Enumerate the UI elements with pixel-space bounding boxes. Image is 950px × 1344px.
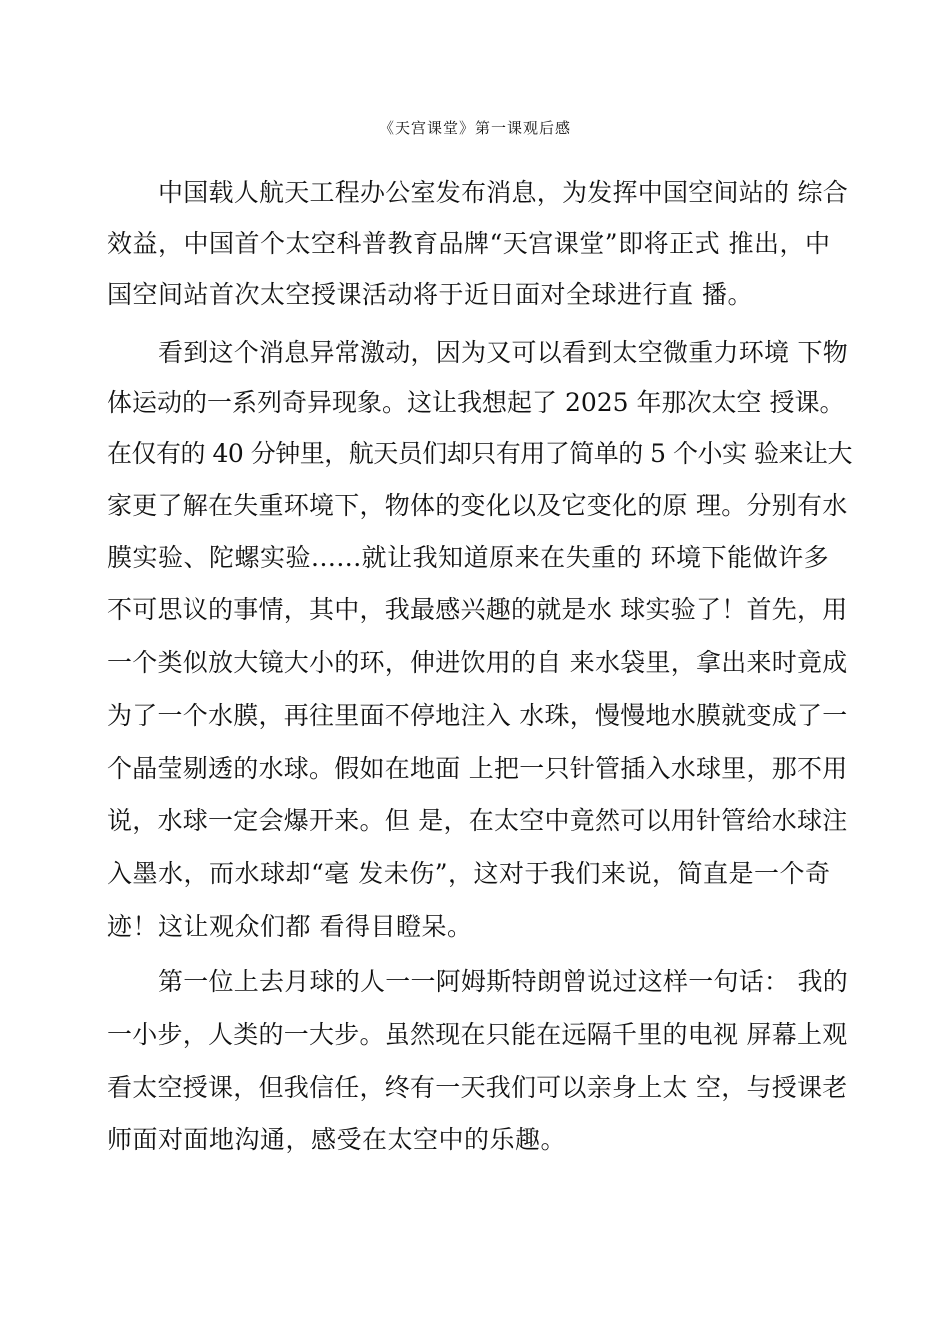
paragraph-line: 个晶莹剔透的水球。假如在地面 上把一只针管插入水球里，那不用: [107, 754, 848, 783]
paragraph-line: 效益，中国首个太空科普教育品牌“天宫课堂”即将正式 推出，中: [107, 229, 831, 258]
paragraph-line: 家更了解在失重环境下，物体的变化以及它变化的原 理。分别有水: [107, 491, 848, 520]
paragraph-line: 不可思议的事情，其中，我最感兴趣的就是水 球实验了！首先，用: [107, 595, 848, 624]
paragraph-line: 看到这个消息异常激动，因为又可以看到太空微重力环境 下物: [158, 338, 848, 367]
paragraph-line: 第一位上去月球的人一一阿姆斯特朗曾说过这样一句话： 我的: [158, 967, 848, 996]
paragraph-line: 说，水球一定会爆开来。但 是，在太空中竟然可以用针管给水球注: [107, 806, 848, 835]
document-title: 《天宫课堂》第一课观后感: [378, 119, 571, 137]
paragraph-line: 一小步，人类的一大步。虽然现在只能在远隔千里的电视 屏幕上观: [107, 1020, 848, 1049]
paragraph-line: 在仅有的 40 分钟里，航天员们却只有用了简单的 5 个小实 验来让大: [107, 439, 852, 468]
paragraph-line: 一个类似放大镜大小的环，伸进饮用的自 来水袋里，拿出来时竟成: [107, 648, 848, 677]
paragraph-line: 入墨水，而水球却“毫 发未伤”，这对于我们来说，简直是一个奇: [107, 859, 831, 888]
paragraph-line: 体运动的一系列奇异现象。这让我想起了 2025 年那次太空 授课。: [107, 388, 845, 417]
paragraph-line: 国空间站首次太空授课活动将于近日面对全球进行直 播。: [107, 280, 753, 309]
paragraph-line: 膜实验、陀螺实验......就让我知道原来在失重的 环境下能做许多: [107, 543, 830, 572]
paragraph-line: 中国载人航天工程办公室发布消息，为发挥中国空间站的 综合: [158, 178, 848, 207]
paragraph-line: 师面对面地沟通，感受在太空中的乐趣。: [107, 1125, 567, 1154]
paragraph-line: 迹！这让观众们都 看得目瞪呆。: [107, 912, 473, 941]
paragraph-line: 看太空授课，但我信任，终有一天我们可以亲身上太 空，与授课老: [107, 1073, 848, 1102]
paragraph-line: 为了一个水膜，再往里面不停地注入 水珠，慢慢地水膜就变成了一: [107, 701, 848, 730]
